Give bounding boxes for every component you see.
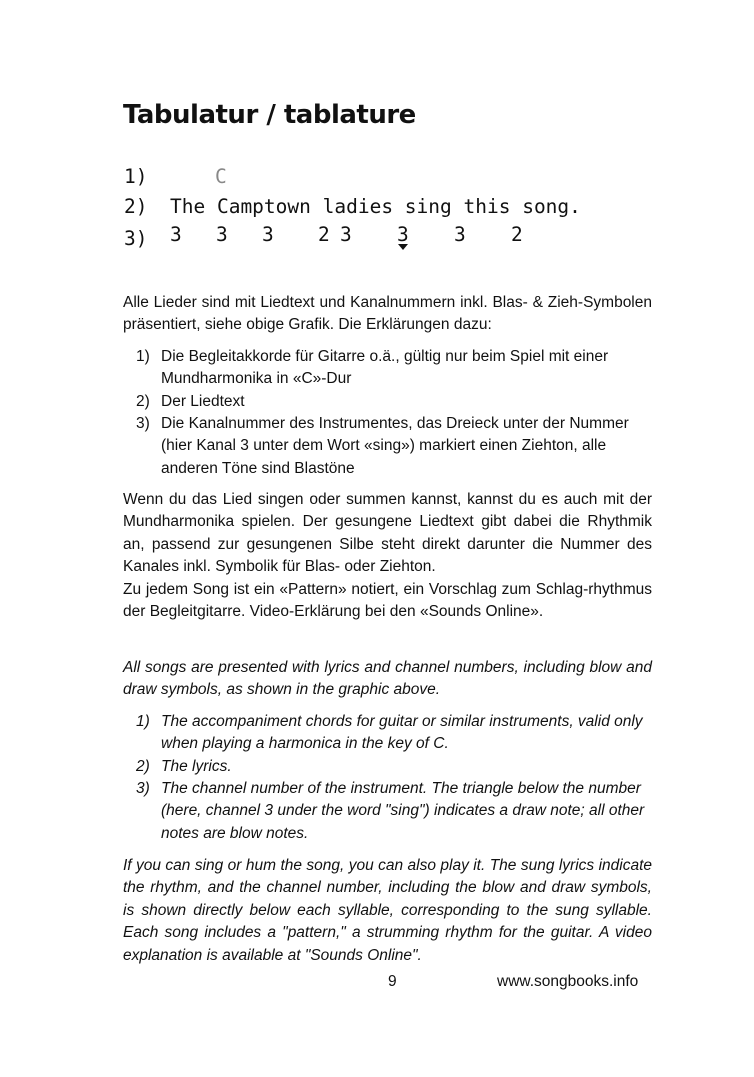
- channel-number-draw: 3: [397, 223, 409, 246]
- list-number: 2): [136, 393, 150, 410]
- list-number: 3): [136, 780, 150, 797]
- list-text: Die Begleitakkorde für Gitarre o.ä., gültig nur beim Spiel mit einer Mundharmonika in «C»-Dur: [161, 348, 609, 388]
- page-title: Tabulatur / tablature: [123, 100, 416, 130]
- channel-number: 2: [318, 223, 330, 246]
- list-item: [136, 711, 656, 756]
- list-text: The channel number of the instrument. The triangle below the number (here, channel 3 under the word "sing") indicates a draw note; all other notes are blow notes.: [161, 780, 645, 842]
- list-item: [136, 346, 656, 391]
- channel-number: 3: [340, 223, 352, 246]
- channel-number: 3: [170, 223, 182, 246]
- channel-number: 2: [511, 223, 523, 246]
- chord-symbol: C: [215, 165, 227, 188]
- intro-paragraph-de: Alle Lieder sind mit Liedtext und Kanalnummern inkl. Blas- & Zieh-Symbolen präsentiert, siehe obige Grafik. Die Erklärungen dazu:: [123, 294, 652, 334]
- body-paragraph-de: Wenn du das Lied singen oder summen kannst, kannst du es auch mit der Mundharmonika spielen. Der gesungene Liedtext gibt dabei die Rhythmik an, passend zur gesungenen Silbe steht direkt darunter die Nummer des Kanales inkl. Symbolik für Blas- oder Ziehton.: [123, 491, 652, 576]
- draw-triangle-icon: [398, 244, 408, 250]
- line-number: 3): [124, 227, 148, 250]
- intro-paragraph-en: All songs are presented with lyrics and channel numbers, including blow and draw symbols, as shown in the graphic above.: [123, 659, 652, 699]
- list-number: 1): [136, 713, 150, 730]
- list-item: [136, 413, 656, 480]
- page-number: 9: [388, 973, 397, 990]
- list-text: Die Kanalnummer des Instrumentes, das Dreieck unter der Nummer (hier Kanal 3 unter dem Wort «sing») markiert einen Ziehton, alle anderen Töne sind Blastöne: [161, 415, 629, 477]
- list-number: 2): [136, 758, 150, 775]
- list-item: [136, 778, 656, 845]
- list-text: The accompaniment chords for guitar or similar instruments, valid only when playing a harmonica in the key of C.: [161, 713, 643, 753]
- list-number: 3): [136, 415, 150, 432]
- body-paragraph-en: If you can sing or hum the song, you can also play it. The sung lyrics indicate the rhythm, and the channel number, including the blow and draw symbols, is shown directly below each syllable, corresponding to the sung syllable. Each song includes a "pattern," a strumming rhythm for the guitar. A video explanation is available at "Sounds Online".: [123, 857, 652, 964]
- list-text: The lyrics.: [161, 758, 232, 775]
- lyrics-line: The Camptown ladies sing this song.: [170, 195, 581, 218]
- list-item: [136, 391, 656, 413]
- pattern-paragraph-de: Zu jedem Song ist ein «Pattern» notiert, ein Vorschlag zum Schlag-rhythmus der Begleitgitarre. Video-Erklärung bei den «Sounds Online».: [123, 581, 652, 621]
- list-item: [136, 756, 656, 778]
- line-number: 1): [124, 165, 148, 188]
- channel-number: 3: [262, 223, 274, 246]
- website-link[interactable]: www.songbooks.info: [497, 973, 639, 990]
- line-number: 2): [124, 195, 148, 218]
- channel-number: 3: [454, 223, 466, 246]
- list-number: 1): [136, 348, 150, 365]
- list-text: Der Liedtext: [161, 393, 245, 410]
- channel-number: 3: [216, 223, 228, 246]
